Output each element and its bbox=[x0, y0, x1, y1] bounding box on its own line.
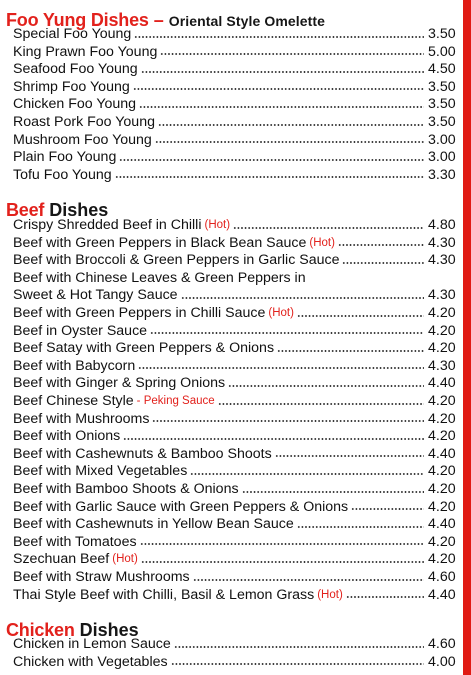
item-price: 4.20 bbox=[428, 481, 456, 497]
hot-label: (Hot) bbox=[309, 236, 335, 249]
item-name: Beef with Green Peppers in Chilli Sauce bbox=[13, 305, 266, 321]
item-name: Beef with Onions bbox=[13, 428, 121, 445]
menu-item bbox=[13, 235, 468, 253]
item-price: 4.30 bbox=[428, 357, 456, 374]
menu-item bbox=[13, 167, 468, 185]
menu-item bbox=[13, 551, 468, 569]
menu-item bbox=[13, 323, 468, 341]
section-title-main: Beef bbox=[6, 200, 45, 220]
item-name: Beef with Mushrooms bbox=[13, 410, 150, 427]
item-price: 4.40 bbox=[428, 445, 456, 462]
item-price: 4.30 bbox=[428, 234, 456, 251]
item-name: Beef with Ginger & Spring Onions bbox=[13, 375, 226, 392]
item-price: 3.00 bbox=[428, 131, 456, 148]
item-name: Chicken with Vegetables bbox=[13, 653, 168, 670]
item-price: 3.50 bbox=[428, 78, 456, 95]
dot-leader bbox=[115, 175, 424, 179]
dot-leader bbox=[155, 140, 424, 144]
hot-label: (Hot) bbox=[112, 553, 138, 566]
dot-leader bbox=[140, 542, 424, 546]
item-name: Crispy Shredded Beef in Chilli bbox=[13, 217, 202, 233]
section-subtitle: Oriental Style Omelette bbox=[168, 13, 326, 29]
menu-item bbox=[13, 636, 468, 654]
menu-item-first-line bbox=[13, 270, 468, 288]
dot-leader bbox=[133, 87, 424, 91]
dot-leader bbox=[346, 595, 424, 599]
dot-leader bbox=[119, 158, 424, 162]
item-name: Beef with Babycorn bbox=[13, 357, 136, 374]
menu-item bbox=[13, 149, 468, 167]
item-name: Beef with Cashewnuts & Bamboo Shoots bbox=[13, 445, 272, 462]
hot-label: (Hot) bbox=[317, 588, 343, 601]
item-price: 3.00 bbox=[428, 149, 456, 166]
item-name: Beef with Tomatoes bbox=[13, 533, 137, 550]
item-price: 4.20 bbox=[428, 463, 456, 480]
item-name: Sweet & Hot Tangy Sauce bbox=[13, 287, 178, 304]
hot-label: (Hot) bbox=[204, 219, 231, 231]
dot-leader bbox=[190, 472, 424, 476]
dot-leader bbox=[342, 261, 424, 265]
menu-item bbox=[13, 358, 468, 376]
menu-item bbox=[13, 217, 468, 235]
section-title-suffix: Dishes bbox=[74, 620, 139, 640]
item-name: Plain Foo Young bbox=[13, 149, 117, 166]
item-price: 4.20 bbox=[428, 551, 456, 568]
item-name: King Prawn Foo Young bbox=[13, 43, 158, 60]
item-name: Beef Satay with Green Peppers & Onions bbox=[13, 340, 275, 357]
item-name: Szechuan Beef bbox=[13, 551, 110, 568]
item-name: Mushroom Foo Young bbox=[13, 131, 152, 148]
dot-leader bbox=[297, 314, 424, 318]
dot-leader bbox=[171, 662, 424, 666]
item-price: 3.50 bbox=[428, 114, 456, 130]
dot-leader bbox=[141, 560, 424, 564]
dot-leader bbox=[139, 105, 424, 109]
peking-sauce-label: - Peking Sauce bbox=[136, 395, 215, 407]
item-price: 4.50 bbox=[428, 61, 456, 78]
menu-item bbox=[13, 26, 468, 44]
item-name: Beef with Broccoli & Green Peppers in Garlic Sauce bbox=[13, 252, 340, 269]
dot-leader bbox=[181, 296, 424, 300]
menu-item bbox=[13, 393, 468, 411]
dot-leader bbox=[134, 35, 424, 39]
item-name: Thai Style Beef with Chilli, Basil & Lemon Grass bbox=[13, 586, 315, 603]
dot-leader bbox=[351, 507, 424, 511]
menu-item bbox=[13, 287, 468, 305]
dot-leader bbox=[141, 70, 424, 74]
item-price: 4.20 bbox=[428, 393, 456, 409]
menu-item bbox=[13, 654, 468, 672]
dot-leader bbox=[233, 226, 424, 230]
section-title-suffix: Dishes bbox=[44, 200, 109, 220]
item-price: 4.60 bbox=[428, 569, 456, 585]
hot-label: (Hot) bbox=[268, 307, 294, 319]
item-price: 4.40 bbox=[428, 375, 456, 392]
dot-leader bbox=[150, 331, 424, 335]
item-name-line1: Beef with Chinese Leaves & Green Peppers in bbox=[13, 269, 306, 286]
menu-item bbox=[13, 569, 468, 587]
menu-item bbox=[13, 516, 468, 534]
item-price: 4.30 bbox=[428, 252, 456, 269]
dot-leader bbox=[138, 366, 424, 370]
item-price: 3.50 bbox=[428, 26, 456, 42]
dot-leader bbox=[275, 454, 424, 458]
section-title-main: Chicken bbox=[6, 620, 75, 640]
item-name: Shrimp Foo Young bbox=[13, 78, 130, 95]
item-name: Special Foo Young bbox=[13, 26, 132, 42]
menu-item bbox=[13, 61, 468, 79]
dot-leader bbox=[160, 52, 424, 56]
item-price: 4.20 bbox=[428, 410, 456, 427]
item-price: 4.40 bbox=[428, 516, 456, 533]
section-title-main: Foo Yung Dishes bbox=[6, 10, 149, 30]
item-name: Seafood Foo Young bbox=[13, 61, 138, 78]
item-name: Chicken Foo Young bbox=[13, 96, 137, 113]
item-price: 4.60 bbox=[428, 636, 456, 652]
item-name: Beef with Mixed Vegetables bbox=[13, 463, 188, 480]
menu-item bbox=[13, 481, 468, 499]
menu-item bbox=[13, 340, 468, 358]
dot-leader bbox=[277, 349, 424, 353]
menu-item bbox=[13, 411, 468, 429]
item-name: Roast Pork Foo Young bbox=[13, 114, 155, 130]
item-name: Beef Chinese Style bbox=[13, 393, 134, 409]
dot-leader bbox=[123, 437, 424, 441]
section-title-dash: – bbox=[148, 10, 169, 30]
item-name: Beef in Oyster Sauce bbox=[13, 322, 148, 339]
item-name: Beef with Cashewnuts in Yellow Bean Sauce bbox=[13, 516, 294, 533]
dot-leader bbox=[338, 243, 424, 247]
item-price: 3.30 bbox=[428, 166, 456, 183]
item-price: 4.80 bbox=[428, 217, 456, 233]
menu-item bbox=[13, 132, 468, 150]
menu-item bbox=[13, 587, 468, 605]
dot-leader bbox=[218, 402, 424, 406]
item-name: Beef with Bamboo Shoots & Onions bbox=[13, 481, 239, 497]
menu-item bbox=[13, 252, 468, 270]
item-price: 4.20 bbox=[428, 322, 456, 339]
item-name: Chicken in Lemon Sauce bbox=[13, 636, 171, 652]
menu-item bbox=[13, 446, 468, 464]
menu-item bbox=[13, 428, 468, 446]
item-price: 4.20 bbox=[428, 533, 456, 550]
item-price: 5.00 bbox=[428, 43, 456, 60]
dot-leader bbox=[297, 525, 424, 529]
menu-item bbox=[13, 96, 468, 114]
dot-leader bbox=[174, 645, 424, 649]
item-price: 4.40 bbox=[428, 586, 456, 603]
menu-item bbox=[13, 499, 468, 517]
item-price: 3.50 bbox=[428, 96, 456, 113]
dot-leader bbox=[152, 419, 424, 423]
menu-item bbox=[13, 305, 468, 323]
item-name: Beef with Green Peppers in Black Bean Sauce bbox=[13, 234, 307, 251]
menu-item bbox=[13, 463, 468, 481]
dot-leader bbox=[158, 123, 424, 127]
menu-item bbox=[13, 534, 468, 552]
item-price: 4.20 bbox=[428, 340, 456, 357]
menu-item bbox=[13, 79, 468, 97]
dot-leader bbox=[193, 578, 424, 582]
item-price: 4.00 bbox=[428, 653, 456, 670]
dot-leader bbox=[242, 490, 424, 494]
item-name: Tofu Foo Young bbox=[13, 166, 112, 183]
item-price: 4.30 bbox=[428, 287, 456, 304]
menu-item bbox=[13, 375, 468, 393]
dot-leader bbox=[228, 384, 424, 388]
item-price: 4.20 bbox=[428, 305, 456, 321]
item-price: 4.20 bbox=[428, 428, 456, 445]
menu-item bbox=[13, 44, 468, 62]
item-name: Beef with Garlic Sauce with Green Peppers & Onions bbox=[13, 498, 349, 515]
menu-item bbox=[13, 114, 468, 132]
item-price: 4.20 bbox=[428, 498, 456, 515]
item-name: Beef with Straw Mushrooms bbox=[13, 569, 190, 585]
